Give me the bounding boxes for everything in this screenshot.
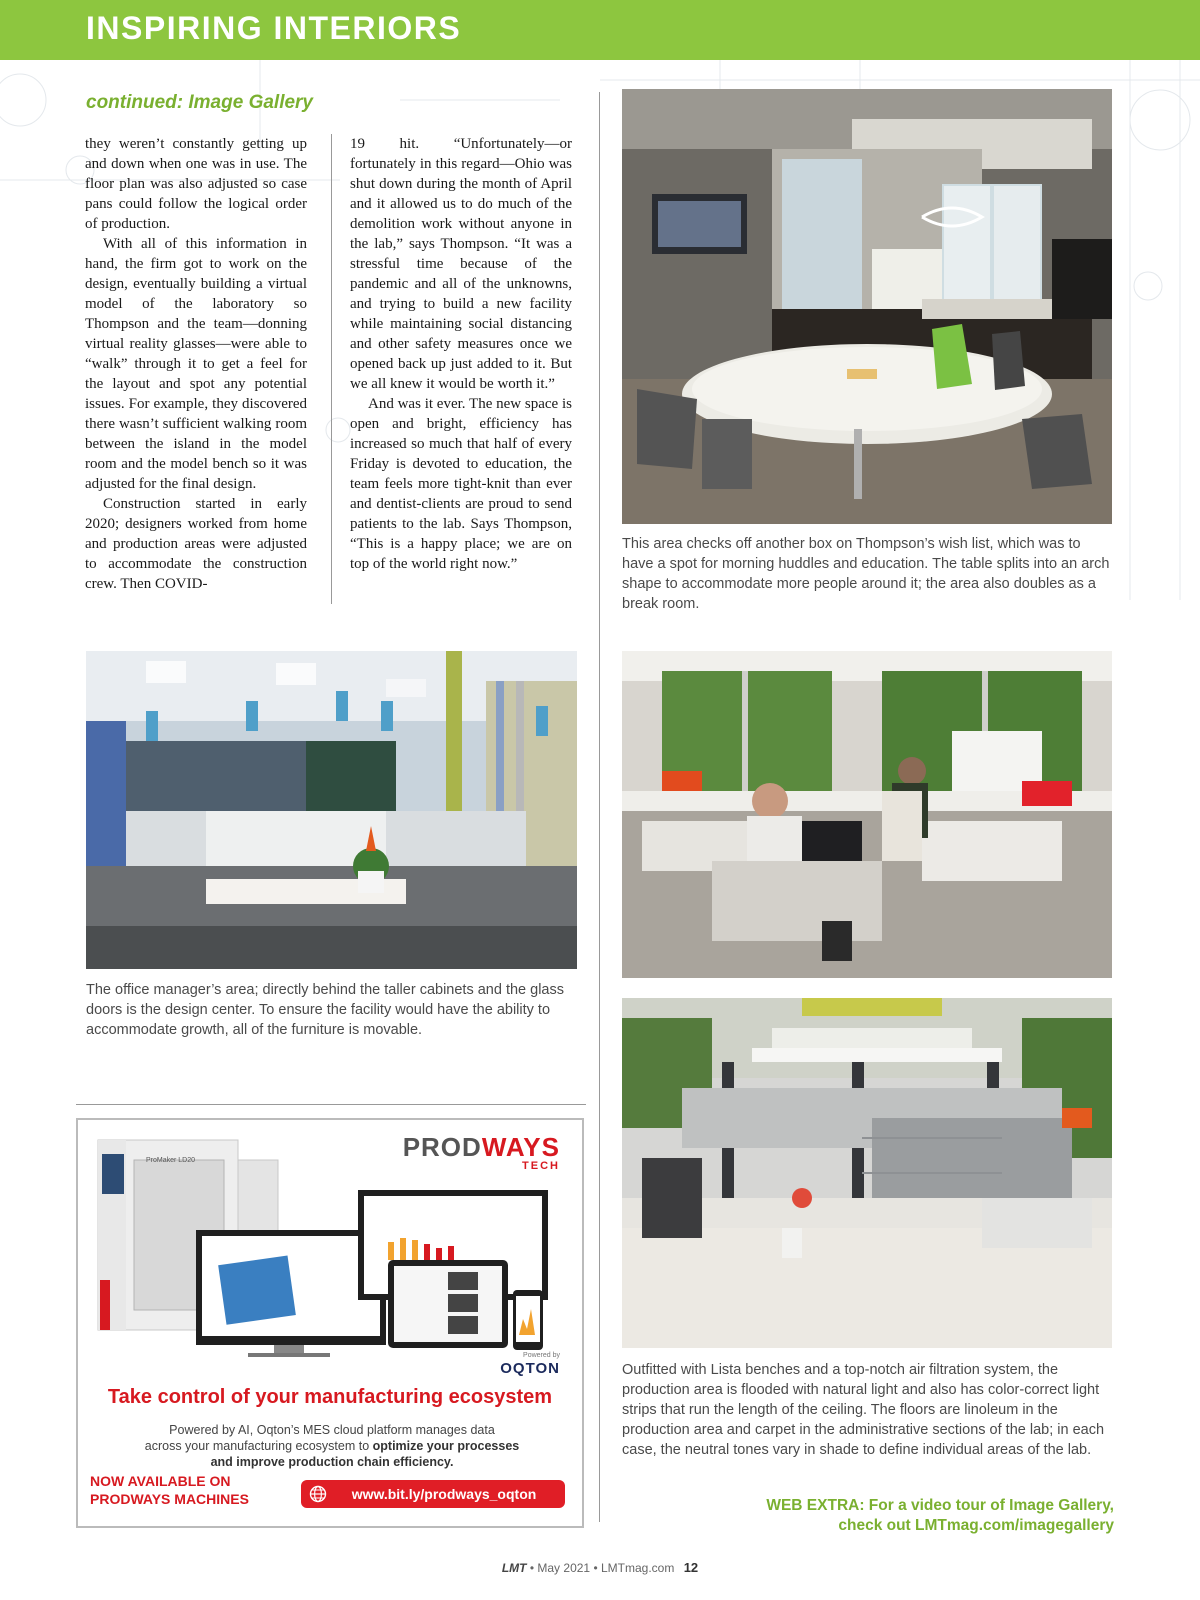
ad-availability (90, 1472, 249, 1508)
office-photo (86, 651, 577, 969)
production-caption: Outfitted with Lista benches and a top-notch air filtration system, the production area is flooded with natural light and also has color-correct light strips that run the length of the ceiling. The floors are linoleum in the production area and carpet in the administrative sections of the lab; in each case, the neutral tones vary in shade to define individual areas of the lab. (622, 1362, 1105, 1458)
article-paragraph: Construction started in early 2020; designers worked from home and production areas were adjusted to accommodate the construction crew. Then COVID- (85, 496, 307, 592)
gutter-divider (599, 92, 600, 1522)
breakroom-caption: This area checks off another box on Thompson’s wish list, which was to have a spot for morning huddles and education. The table splits into an arch shape to accommodate more people around it; the area also doubles as a break room. (622, 536, 1110, 612)
printer-label: ProMaker LD20 (146, 1157, 196, 1164)
oqton-logo: OQTON (500, 1360, 560, 1377)
ad-url-text[interactable]: www.bit.ly/prodways_oqton (351, 1486, 537, 1502)
production-photo (622, 998, 1112, 1348)
page-number: 12 (683, 1560, 699, 1575)
page-footer (0, 1560, 1200, 1575)
globe-icon (309, 1485, 327, 1503)
article-paragraph: With all of this information in hand, the firm got to work on the design, eventually building a virtual model of the laboratory so Thompson and the team—donning virtual reality glasses—were able to “walk” through it to get a feel for the layout and spot any potential issues. For example, they discovered there wasn’t sufficient walking room between the island in the model room and the model bench so it was adjusted for the final design. (85, 236, 307, 492)
technicians-photo (622, 651, 1112, 978)
article-column-2 (350, 134, 572, 574)
ad-url-button[interactable] (301, 1480, 565, 1508)
web-extra-link[interactable]: check out LMTmag.com/imagegallery (838, 1517, 1114, 1534)
section-title: INSPIRING INTERIORS (86, 10, 462, 46)
continued-label: continued: Image Gallery (86, 92, 313, 113)
article-paragraph: And was it ever. The new space is open and bright, efficiency has increased so much that half of every Friday is devoted to education, the team feels more tight-knit than ever and dentist-clients are proud to send patients to the lab. Says Thompson, “This is a happy place; we are on top of the world right now.” (350, 396, 572, 572)
ad-availability-line1: NOW AVAILABLE ON (90, 1473, 231, 1489)
logo-sub: TECH (522, 1160, 560, 1172)
article-column-1 (85, 134, 307, 594)
ad-body-line2-bold: optimize your processes (372, 1439, 520, 1453)
ad-divider (76, 1104, 586, 1105)
office-caption: The office manager’s area; directly behind the taller cabinets and the glass doors is the design center. To ensure the facility would have the ability to accommodate growth, all of the furniture is movable. (86, 982, 564, 1038)
web-extra-label: WEB EXTRA: (766, 1497, 865, 1514)
ad-body-line3: and improve production chain efficiency. (210, 1455, 454, 1469)
ad-body (98, 1422, 566, 1470)
web-extra-line1: For a video tour of Image Gallery, (864, 1497, 1114, 1514)
ad-powered-by: Powered by (523, 1352, 560, 1359)
prodways-logo (403, 1134, 560, 1172)
article-paragraph: 19 hit. “Unfortunately—or fortunately in this regard—Ohio was shut down during the month of April and it allowed us to do much of the demolition work without anyone in the lab,” says Thompson. “It was a stressful time because of the pandemic and all of the unknowns, and trying to build a new facility while maintaining social distancing and other safety measures once we opened back up just added to it. But we all knew it would be worth it.” (350, 136, 572, 392)
footer-separator: • (593, 1561, 598, 1575)
column-divider (331, 134, 332, 604)
logo-word-2: WAYS (481, 1132, 560, 1162)
prodways-advertisement[interactable] (76, 1118, 584, 1528)
footer-separator: • (529, 1561, 535, 1575)
footer-issue: May 2021 (537, 1561, 591, 1575)
ad-headline: Take control of your manufacturing ecosystem (107, 1386, 553, 1408)
web-extra[interactable] (600, 1496, 1114, 1536)
ad-body-line1: Powered by AI, Oqton’s MES cloud platform manages data (169, 1423, 495, 1437)
footer-magazine: LMT (501, 1561, 527, 1575)
logo-word-1: PROD (402, 1132, 482, 1162)
ad-availability-line2: PRODWAYS MACHINES (90, 1491, 249, 1507)
ad-body-line2: across your manufacturing ecosystem to (144, 1439, 373, 1453)
article-paragraph: they weren’t constantly getting up and down when one was in use. The floor plan was also adjusted so case pans could follow the logical order of production. (85, 136, 307, 232)
breakroom-photo (622, 89, 1112, 524)
footer-site: LMTmag.com (600, 1561, 675, 1575)
